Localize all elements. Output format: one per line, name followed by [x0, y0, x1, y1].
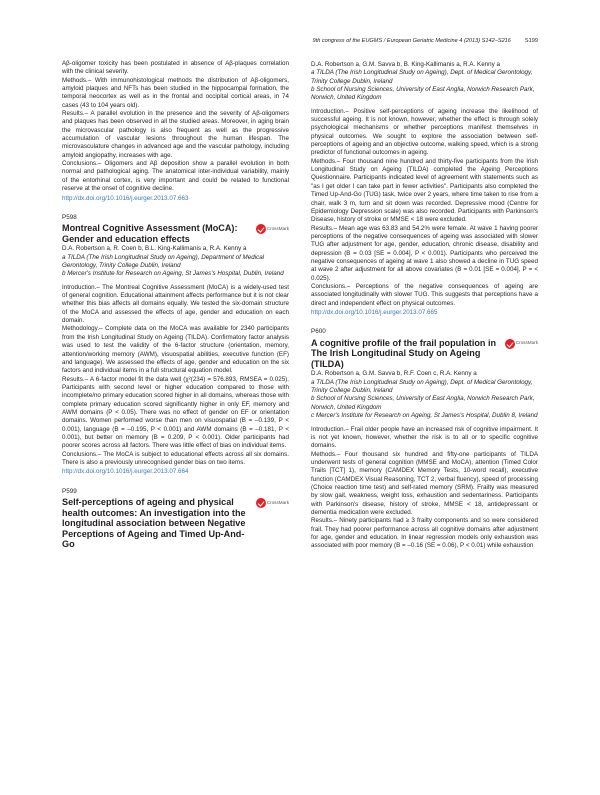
journal-citation: 9th congress of the EUGMS / European Geriatric Medicine 4 (2013) S142–S216	[312, 38, 511, 44]
affiliation-c: c Mercer's Institute for Research on Ageing, St James's Hospital, Dublin 8, Ireland	[311, 412, 538, 420]
continued-results: Results.– A parallel evolution in the presence and the severity of Aβ-oligomers and plaques has been observed in all the studied areas. Moreover, in aging brain the microvascular pathology is also frequent as well as the progressive accumulation of vascular lesions throughout the human lifespan. The microvasculature changes in advanced age and the vascular pathology, including amyloid angiopathy, increases with age.	[62, 110, 289, 159]
continued-conclusions: Conclusions.– Oligomers and Aβ deposition show a parallel evolution in both normal and pathological aging. The anatomical inter-individual variability, mainly of the entorhinal cortex, is very important and could be related to functional reserve at the onset of cognitive decline.	[62, 160, 289, 193]
abstract-methodology: Methodology.– Complete data on the MoCA was available for 2340 participants from the Irish Longitudinal Study on Ageing (TILDA). Confirmatory factor analysis was used to test the validity of the 6-factor structure (orientation, memory, attention/working memory (AWM), visuospatial abilities, executive function (EF) and language). We assessed the effects of age, gender and education on the six factors and individual items in a full structural equation model.	[62, 325, 289, 375]
affiliation-a: a TILDA (The Irish Longitudinal Study on Ageing), Department of Medical Gerontology, Trinity College Dublin, Ireland	[62, 253, 265, 270]
continued-methods: Methods.– With immunohistological methods the distribution of Aβ-oligomers, amyloid plaques and NFTs has been studied in the hippocampal formation, the temporal neocortex as well as in the frontal and occipital cortical areas, in 74 cases (43 to 104 years old).	[62, 76, 289, 109]
abstract-methods: Methods.– Four thousand nine hundred and thirty-five participants from the Irish Longitudinal Study on Ageing (TILDA) completed the Ageing Perceptions Questionnaire. Participants indicated level of agreement with statements such as "as I get older I can take part in fewer activities". Participants also completed the Timed Up-And-Go (TUG) task, twice over 2 years, where time taken to rise from a chair, walk 3 m, turn and sit down was recorded. Depressive mood (Centre for Epidemiology Depression scale) was also recorded. Participants with Parkinson's Disease, history of stroke or MMSE < 18 were excluded.	[311, 157, 538, 224]
abstract-results: Results.– Ninety participants had ≥ 3 frailty components and so were considered frail. They had poorer performance across all cognitive domains after adjustment for age, gender and education. In linear regression models only exhaustion was associated with poor memory (B = –0.16 (SE = 0.06), P < 0.01) while exhaustion	[311, 517, 538, 550]
abstract-methods: Methods.– Four thousand six hundred and fifty-one participants of TILDA underwent tests of general cognition (MMSE and MoCA), attention (Timed Color Trails [TCT] 1), memory (CAMDEX Memory Tests, 10-word recall), executive function (CAMDEX Visual Reasoning, TCT 2, verbal fluency), speed of processing (Choice reaction time test) and self-rated memory (SRM). Frailty was measured by slow gait, weakness, weight loss, exhaustion and sedentariness. Participants with Parkinson's disease, history of stroke, MMSE < 18, antidepressant or dementia medication were excluded.	[311, 450, 538, 516]
continued-paragraph: Aβ-oligomer toxicity has been postulated in absence of Aβ-plaques correlation with the clinical severity.	[62, 60, 289, 76]
affiliation-a: a TILDA (The Irish Longitudinal Study on Ageing), Dept. of Medical Gerontology, Trinity College Dublin, Ireland	[311, 69, 533, 85]
abstract-title-row	[311, 337, 538, 370]
crossmark-label: CrossMark	[515, 340, 538, 346]
crossmark-label: CrossMark	[266, 226, 289, 232]
abstract-id: P599	[62, 487, 77, 495]
abstract-body	[311, 108, 538, 308]
left-column	[62, 60, 289, 550]
right-column	[311, 60, 538, 551]
abstract-results: Results.– Mean age was 63.83 and 54.2% were female. At wave 1 having poorer perceptions of the negative consequences of ageing was associated with slower TUG after adjustment for age, gender, education, chronic disease, disability and depression (B = 0.03 [SE = 0.004], P < 0.001). Participants who perceived the negative consequences of ageing at wave 1 also showed a decline in TUG speed at wave 2 after adjustment for all above covariates (B = 0.01 [SE = 0.004], P = < 0.025).	[311, 224, 538, 282]
abstract-introduction: Introduction.– Positive self-perceptions of ageing increase the likelihood of successful ageing. It is not known, however, whether the effect is through solely psychological mechanisms or whether perceptions manifest themselves in physical outcomes. We sought to explore the association between self-perceptions of ageing and an objective outcome, walking speed, which is a strong predictor of functional outcomes in ageing.	[311, 107, 538, 157]
affiliation-a: a TILDA (The Irish Longitudinal Study on Ageing), Dept. of Medical Gerontology, Trinity College Dublin, Ireland	[311, 378, 533, 395]
affiliation-b: b Mercer's Institute for Research on Ageing, St James's Hospital, Dublin, Ireland	[62, 270, 284, 278]
abstract-introduction: Introduction.– The Montreal Cognitive Assessment (MoCA) is a widely-used test of general cognition. Educational attainment affects performance but it is not clear whether this bias affects all domains equally. We tested the six-domain structure of the MoCA and assessed the effects of age, gender and education on each domain.	[62, 283, 289, 325]
page-number: S199	[524, 38, 538, 44]
abstract-id: P598	[62, 213, 77, 221]
abstract-conclusions: Conclusions.– Perceptions of the negative consequences of ageing are associated longitudinally with slower TUG. This suggests that perceptions have a direct and independent effect on physical outcomes.	[311, 282, 538, 307]
crossmark-label: CrossMark	[266, 499, 289, 505]
affiliation-b: b School of Nursing Sciences, University of East Anglia, Norwich Research Park, Norwich, United Kingdom	[311, 86, 535, 102]
abstract-body	[311, 426, 538, 551]
abstract-title: A cognitive profile of the frail population in The Irish Longitudinal Study on Ageing (TILDA)	[311, 337, 497, 369]
doi-link[interactable]: http://dx.doi.org/10.1016/j.eurger.2013.07.663	[62, 194, 189, 202]
abstract-introduction: Introduction.– Frail older people have an increased risk of cognitive impairment. It is not yet known, however, whether the risk is to all or to specific cognitive domains.	[311, 425, 538, 450]
doi-link[interactable]: http://dx.doi.org/10.1016/j.eurger.2013.07.664	[62, 468, 189, 476]
crossmark-badge[interactable]	[256, 498, 289, 508]
crossmark-badge[interactable]	[256, 224, 289, 234]
author-list: D.A. Robertson a, R. Coen b, B.L. King-Kallimanis a, R.A. Kenny a	[62, 245, 247, 253]
abstract-title: Montreal Cognitive Assessment (MoCA): Gender and education effects	[62, 223, 238, 244]
abstract-title-row	[62, 496, 289, 550]
abstract-body	[62, 284, 289, 468]
abstract-title-row	[62, 222, 289, 244]
author-list: D.A. Robertson a, G.M. Savva b, R.F. Coen c, R.A. Kenny a	[311, 370, 477, 378]
doi-link[interactable]: http://dx.doi.org/10.1016/j.eurger.2013.07.665	[311, 308, 438, 316]
crossmark-badge[interactable]	[505, 339, 538, 349]
affiliation-b: b School of Nursing Sciences, University of East Anglia, Norwich Research Park, Norwich, United Kingdom	[311, 395, 535, 411]
author-list: D.A. Robertson a, G.M. Savva b, B. King-Kallimanis a, R.A. Kenny a	[311, 61, 500, 68]
crossmark-icon	[256, 224, 266, 234]
abstract-results: Results.– A 6-factor model fit the data well (χ²(234) = 576.893, RMSEA = 0.025). Participants with second level or higher education compared to those with incomplete/no primary education scored higher in all domains, whereas those with complete primary education scored significantly higher in only EF, memory and AWM domains (P < 0.05). There was no effect of gender on EF or orientation domains. Women performed worse than men on visuospatial (B = –0.139, P < 0.001), language (B = –0.195, P < 0.001) and AWM domains (B = –0.181, P < 0.001), but better on memory (B = 0.209, P < 0.001). Older participants had poorer scores across all factors. There was little effect of bias on individual items.	[62, 375, 289, 450]
abstract-conclusions: Conclusions.– The MoCA is subject to educational effects across all six domains. There is also a previously unrecognised gender bias on two items.	[62, 450, 289, 466]
crossmark-icon	[256, 498, 266, 508]
running-header	[62, 38, 538, 50]
crossmark-icon	[505, 339, 515, 349]
abstract-id: P600	[311, 328, 326, 336]
abstract-title: Self-perceptions of ageing and physical health outcomes: An investigation into the longitudinal association between Negative Perceptions of Ageing and Timed Up-And-Go	[62, 497, 246, 550]
